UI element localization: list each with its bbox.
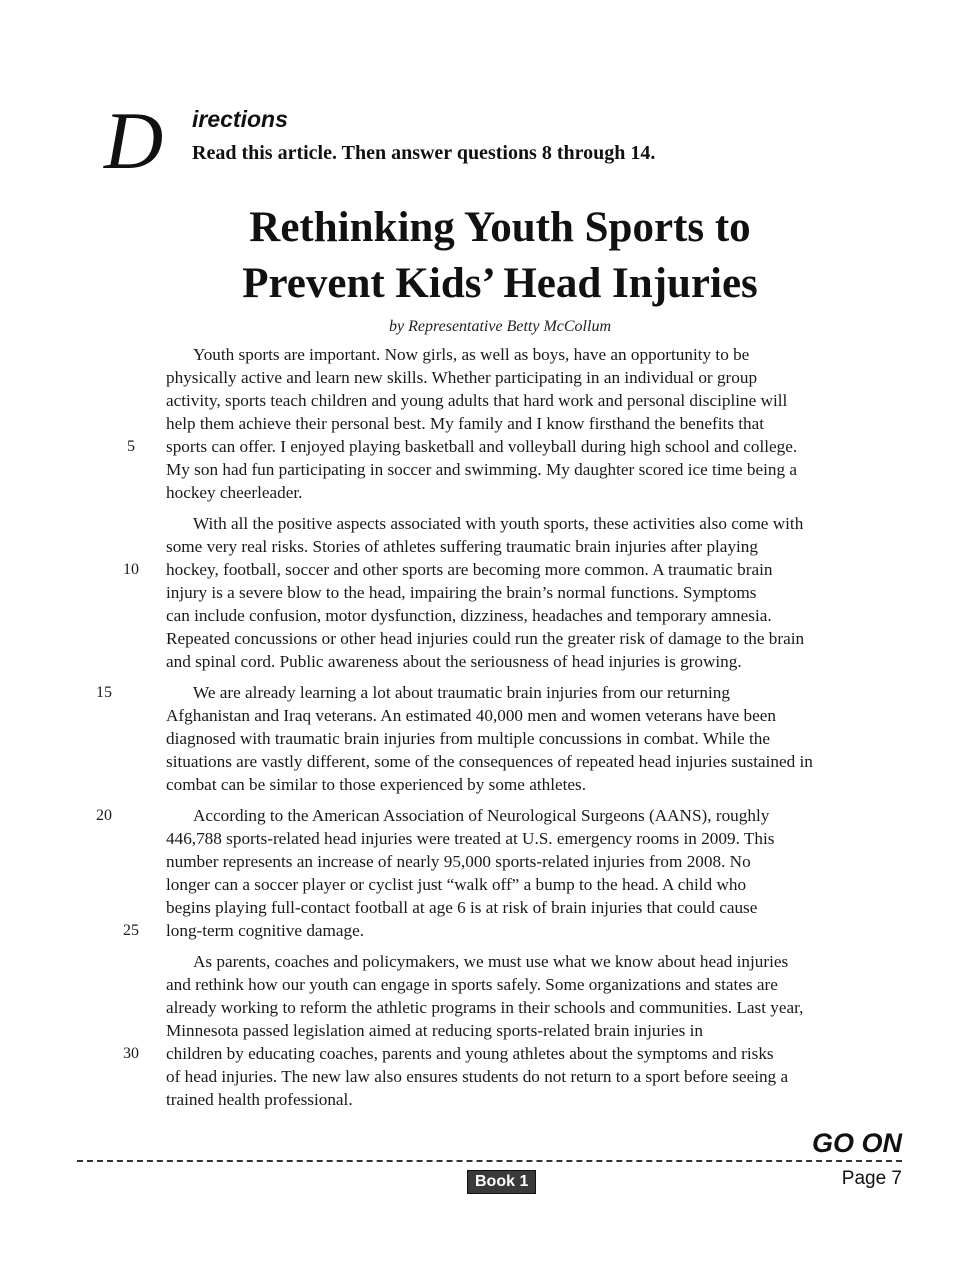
text-line: injury is a severe blow to the head, impairing the brain’s normal functions. Symptoms <box>166 583 757 602</box>
text-line: Minnesota passed legislation aimed at reducing sports-related brain injuries in <box>166 1021 703 1040</box>
text-line: begins playing full-contact football at age 6 is at risk of brain injuries that could cause <box>166 898 758 917</box>
text-line-content: children by educating coaches, parents and young athletes about the symptoms and risks <box>166 1044 774 1063</box>
text-line: activity, sports teach children and young adults that hard work and personal discipline will <box>166 391 788 410</box>
text-line-content: hockey, football, soccer and other sports are becoming more common. A traumatic brain <box>166 560 773 579</box>
text-line: My son had fun participating in soccer and swimming. My daughter scored ice time being a <box>166 460 798 479</box>
text-line: trained health professional. <box>166 1090 353 1109</box>
text-line: already working to reform the athletic programs in their schools and communities. Last year, <box>166 998 804 1017</box>
line-number: 25 <box>123 922 139 939</box>
paragraph-1 <box>127 343 886 504</box>
page-number: Page 7 <box>841 1168 902 1189</box>
footer-dashed-divider <box>77 1160 902 1162</box>
paragraph-3 <box>96 681 886 796</box>
text-line: and spinal cord. Public awareness about the seriousness of head injuries is growing. <box>166 652 742 671</box>
go-on-label: GO ON <box>811 1128 902 1158</box>
text-line: some very real risks. Stories of athletes suffering traumatic brain injuries after playing <box>166 537 758 556</box>
paragraph-2 <box>123 512 886 673</box>
text-line: help them achieve their personal best. My family and I know firsthand the benefits that <box>166 414 765 433</box>
paragraph-4 <box>96 804 886 942</box>
article-title <box>170 200 830 312</box>
text-line: Afghanistan and Iraq veterans. An estimated 40,000 men and women veterans have been <box>166 706 776 725</box>
text-line: Youth sports are important. Now girls, as well as boys, have an opportunity to be <box>193 345 750 364</box>
text-line: With all the positive aspects associated with youth sports, these activities also come with <box>193 514 804 533</box>
text-line-content: We are already learning a lot about traumatic brain injuries from our returning <box>193 683 730 702</box>
directions-dropcap: D <box>104 95 164 186</box>
article-title-line-1: Rethinking Youth Sports to <box>249 204 751 251</box>
text-line-content: long-term cognitive damage. <box>166 921 365 940</box>
text-line: Repeated concussions or other head injuries could run the greater risk of damage to the brain <box>166 629 805 648</box>
text-line: of head injuries. The new law also ensures students do not return to a sport before seeing a <box>166 1067 789 1086</box>
directions-label: irections <box>192 106 288 132</box>
text-line: hockey cheerleader. <box>166 483 303 502</box>
text-line-5 <box>127 435 886 458</box>
text-line: 446,788 sports-related head injuries were treated at U.S. emergency rooms in 2009. This <box>166 829 775 848</box>
text-line: diagnosed with traumatic brain injuries from multiple concussions in combat. While the <box>166 729 770 748</box>
text-line-25 <box>123 919 886 942</box>
book-badge: Book 1 <box>467 1170 536 1194</box>
article-title-line-2: Prevent Kids’ Head Injuries <box>242 260 758 307</box>
article-body <box>96 343 886 1119</box>
text-line: can include confusion, motor dysfunction, dizziness, headaches and temporary amnesia. <box>166 606 772 625</box>
text-line: physically active and learn new skills. Whether participating in an individual or group <box>166 368 758 387</box>
text-line: and rethink how our youth can engage in sports safely. Some organizations and states are <box>166 975 778 994</box>
line-number: 30 <box>123 1045 139 1062</box>
text-line-20 <box>96 804 886 827</box>
text-line-15 <box>96 681 886 704</box>
directions-header <box>104 95 864 186</box>
text-line: As parents, coaches and policymakers, we must use what we know about head injuries <box>193 952 789 971</box>
text-line: combat can be similar to those experienced by some athletes. <box>166 775 586 794</box>
text-line: longer can a soccer player or cyclist just “walk off” a bump to the head. A child who <box>166 875 747 894</box>
article-byline: by Representative Betty McCollum <box>389 318 611 335</box>
line-number: 15 <box>96 684 112 701</box>
paragraph-5 <box>123 950 886 1111</box>
line-number: 10 <box>123 561 139 578</box>
text-line: number represents an increase of nearly 95,000 sports-related injuries from 2008. No <box>166 852 751 871</box>
text-line-10 <box>123 558 886 581</box>
directions-text: Read this article. Then answer questions 8 through 14. <box>192 142 656 164</box>
text-line-content: According to the American Association of Neurological Surgeons (AANS), roughly <box>193 806 770 825</box>
line-number: 20 <box>96 807 112 824</box>
text-line: situations are vastly different, some of the consequences of repeated head injuries sustained in <box>166 752 813 771</box>
text-line-30 <box>123 1042 886 1065</box>
text-line-content: sports can offer. I enjoyed playing basketball and volleyball during high school and college. <box>166 437 798 456</box>
line-number: 5 <box>127 438 135 455</box>
